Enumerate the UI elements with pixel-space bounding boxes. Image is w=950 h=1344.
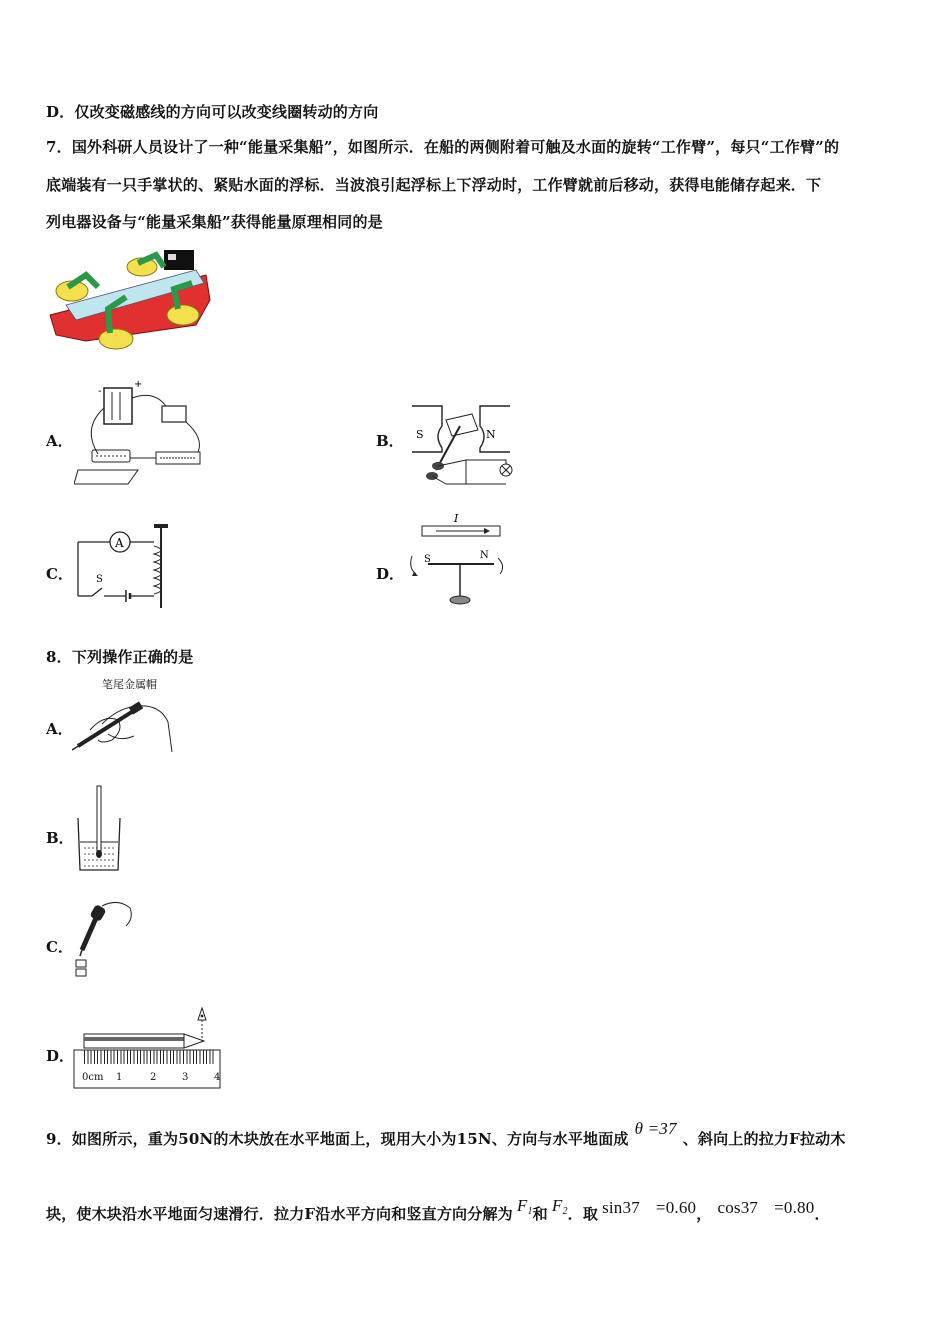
ruler-ticks (84, 1050, 214, 1064)
q8-ruler (74, 1050, 220, 1088)
q8-stem: 8．下列操作正确的是 (46, 648, 194, 666)
q7-stem-line-1: 7．国外科研人员设计了一种“能量采集船”，如图所示．在船的两侧附着可触及水面的旋转“工作臂”，每只“工作臂”的 (46, 138, 840, 156)
energy-ship-figure (46, 245, 212, 351)
q8-figure-a-test-pen (72, 690, 178, 756)
q9-f1 (517, 1196, 533, 1215)
q8-label-d: D． (46, 1047, 75, 1065)
ruler-label-3: 3 (182, 1072, 189, 1083)
q9-comma: ， (696, 1205, 712, 1223)
q9-sin-value: =0.60 (655, 1198, 697, 1217)
q6-option-d: D．仅改变磁感线的方向可以改变线圈转动的方向 (46, 103, 379, 121)
q8-label-c: C． (46, 938, 73, 956)
q7-figure-b-generator (406, 396, 516, 488)
q9-cos-value: =0.80 (774, 1198, 815, 1217)
q7-d-s-pole: S (424, 554, 431, 565)
q9-f1-subscript: 1 (527, 1206, 533, 1217)
svg-text:+: + (134, 379, 143, 390)
q9-stem-line-1 (46, 1119, 846, 1149)
q9-f2-subscript: 2 (562, 1206, 568, 1217)
q9-line1-start: 9．如图所示，重为50N的木块放在水平地面上，现用大小为15N、方向与水平地面成 (46, 1130, 629, 1148)
q8-label-b: B． (46, 829, 74, 847)
q9-f2-symbol: F (551, 1196, 563, 1215)
q9-f1-symbol: F (516, 1196, 528, 1215)
q7-label-b: B． (376, 432, 404, 450)
q9-line1-end: 、斜向上的拉力F拉动木 (682, 1130, 846, 1148)
q8-a-caption: 笔尾金属帽 (102, 678, 157, 691)
q8-figure-b-thermometer-beaker (76, 784, 122, 874)
q7-stem-line-2: 底端装有一只手掌状的、紧贴水面的浮标．当波浪引起浮标上下浮动时，工作臂就前后移动，获得电能储存起来．下 (46, 176, 822, 194)
q9-sin: sin37 (602, 1198, 640, 1217)
q7-stem-line-3: 列电器设备与“能量采集船”获得能量原理相同的是 (46, 213, 383, 231)
q7-label-a: A． (46, 432, 73, 450)
q8-figure-c-dropper (72, 896, 136, 980)
q9-line2-start: 块，使木块沿水平地面匀速滑行．拉力F沿水平方向和竖直方向分解为 (46, 1205, 513, 1223)
ruler-label-4: 4 (214, 1072, 221, 1083)
q7-c-switch: S (96, 574, 103, 585)
q7-label-c: C． (46, 565, 73, 583)
q7-d-n-pole: N (480, 550, 489, 561)
q7-d-current: I (454, 512, 459, 525)
svg-text:-: - (98, 386, 102, 397)
q7-b-s-pole: S (416, 428, 424, 441)
q7-figure-a-circuit (74, 378, 214, 488)
ruler-label-0: 0cm (82, 1072, 104, 1083)
q9-take: ．取 (567, 1205, 599, 1223)
q7-c-ammeter: A (115, 536, 124, 550)
q9-theta: θ =37 (634, 1119, 677, 1138)
q7-figure-d-oersted (406, 512, 510, 612)
q7-figure-c-electromagnet (74, 522, 174, 612)
q9-f2 (552, 1196, 568, 1215)
q7-label-d: D． (376, 565, 405, 583)
q9-and: 和 (532, 1205, 548, 1223)
q7-b-n-pole: N (486, 428, 496, 441)
q9-stem-line-2 (46, 1196, 830, 1225)
ruler-label-1: 1 (116, 1072, 123, 1083)
ruler-label-2: 2 (150, 1072, 157, 1083)
q8-label-a: A． (46, 720, 73, 738)
q9-end: ． (814, 1205, 830, 1223)
q9-cos: cos37 (717, 1198, 759, 1217)
